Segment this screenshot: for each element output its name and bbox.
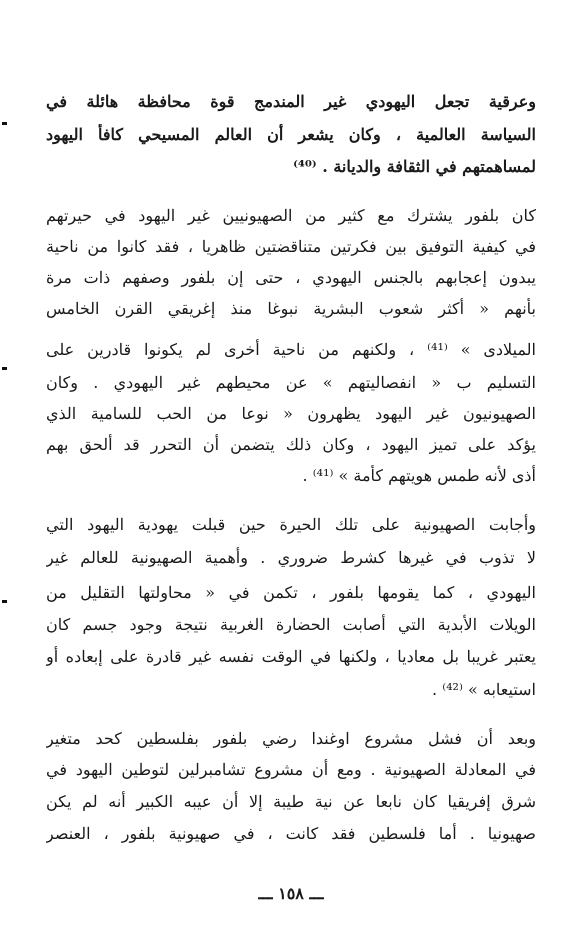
text-line: يبدون إعجابهم بالجنس اليهودي ، حتى إن بلفور وصفهم ذات مرة <box>46 268 536 287</box>
text-line: صهيونيا . أما فلسطين فقد كانت ، في صهيونية بلفور ، العنصر <box>46 824 536 843</box>
text-line: الصهيونيون غير اليهود يظهرون « نوعا من الحب للسامية الذي <box>46 404 536 423</box>
text-line: الميلادى » ⁽⁴¹⁾ ، ولكنهم من ناحية أخرى لم يكونوا قادرين على <box>46 340 536 359</box>
text-line: الويلات الأبدية التي أصابت الحضارة الغربية نتيجة وجود جسم كان <box>46 615 536 634</box>
text-line: التسليم ب « انفصاليتهم » عن محيطهم غير اليهودي . وكان <box>46 373 536 392</box>
text-line: يعتبر غريبا بل معاديا ، ولكنها في الوقت نفسه غير قادرة على إبعاده أو <box>46 647 536 666</box>
text-line: اليهودي ، كما يقومها بلفور ، تكمن في « محاولتها التقليل من <box>46 583 536 602</box>
text-line: لمساهمتهم في الثقافة والديانة . ⁽⁴⁰⁾ <box>293 157 536 176</box>
margin-mark <box>2 600 7 603</box>
text-line: أذى لأنه طمس هويتهم كأمة » ⁽⁴¹⁾ . <box>302 466 536 485</box>
text-line: وأجابت الصهيونية على تلك الحيرة حين قبلت يهودية اليهود التي <box>46 515 536 534</box>
page-number: ـــ ١٥٨ ـــ <box>258 884 324 903</box>
text-line: يؤكد على تميز اليهود ، وكان ذلك يتضمن أن التحرر قد ألحق بهم <box>46 435 536 454</box>
text-line: استيعابه » ⁽⁴²⁾ . <box>432 680 536 699</box>
margin-mark <box>2 122 7 125</box>
text-line: وعرقية تجعل اليهودي غير المندمج قوة محافظة هائلة في <box>46 92 536 111</box>
text-line: في كيفية التوفيق بين فكرتين متناقضتين ظاهريا ، فقد كانوا من ناحية <box>46 237 536 256</box>
text-line: السياسة العالمية ، وكان يشعر أن العالم المسيحي كافأ اليهود <box>46 125 536 144</box>
text-line: وبعد أن فشل مشروع اوغندا رضي بلفور بفلسطين كحد متغير <box>46 729 536 748</box>
margin-mark <box>2 367 7 370</box>
text-line: بأنهم « أكثر شعوب البشرية نبوغا منذ إغريقي القرن الخامس <box>46 299 536 318</box>
text-line: شرق إفريقيا كان نابعا عن نية طيبة إلا أن عيبه الكبير أنه لم يكن <box>46 792 536 811</box>
text-line: كان بلفور يشترك مع كثير من الصهيونيين غير اليهود في حيرتهم <box>46 206 536 225</box>
text-line: في المعادلة الصهيونية . ومع أن مشروع تشامبرلين لتوطين اليهود في <box>46 760 536 779</box>
text-line: لا تذوب في غيرها كشرط ضروري . وأهمية الصهيونية للعالم غير <box>46 548 536 567</box>
